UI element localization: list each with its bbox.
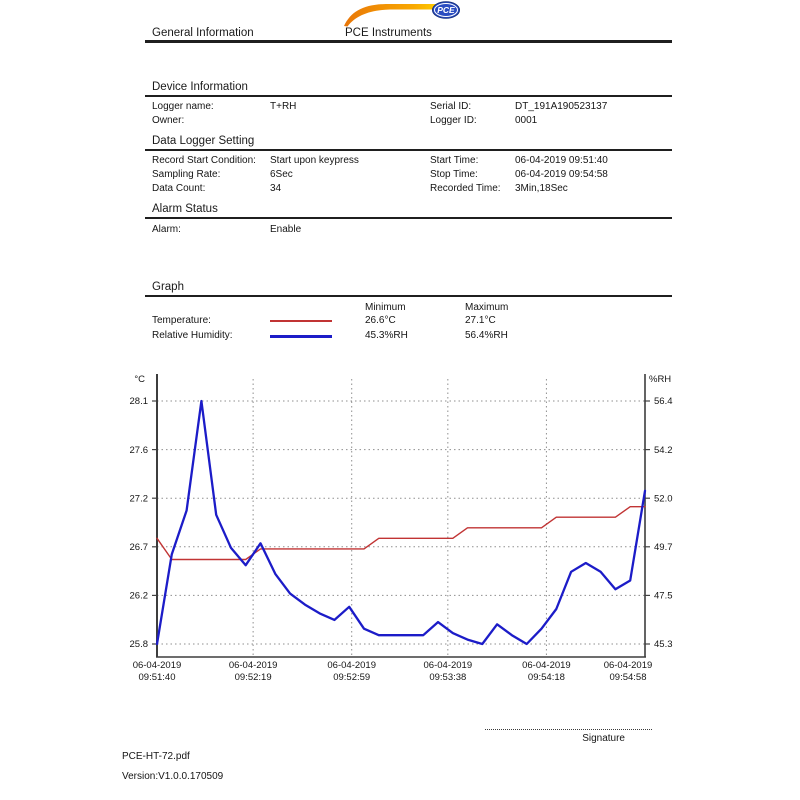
table-row xyxy=(145,101,672,115)
humidity-legend-line xyxy=(270,335,332,338)
field-label: Logger name: xyxy=(152,101,214,112)
right-axis-unit: %RH xyxy=(649,374,672,385)
table-row xyxy=(145,169,672,183)
left-axis-unit: °C xyxy=(134,374,145,385)
left-axis-tick-label: 27.6 xyxy=(129,444,148,456)
legend-max-header: Maximum xyxy=(465,302,509,313)
legend-row-temperature xyxy=(145,315,672,330)
left-axis-tick-label: 28.1 xyxy=(129,396,148,408)
legend-min-value: 45.3%RH xyxy=(365,330,408,341)
logo-text: PCE xyxy=(437,5,455,16)
file-name: PCE-HT-72.pdf xyxy=(122,751,190,762)
field-value: Enable xyxy=(270,224,302,235)
temperature-humidity-chart xyxy=(100,365,700,695)
field-value: Start upon keypress xyxy=(270,155,359,166)
x-axis-tick-label: 06-04-2019 09:52:59 xyxy=(327,660,377,683)
field-label: Start Time: xyxy=(430,155,479,166)
x-axis-tick-label: 06-04-2019 09:54:18 xyxy=(522,660,571,683)
right-axis-tick-label: 49.7 xyxy=(654,542,673,553)
right-axis-tick-label: 56.4 xyxy=(654,396,673,408)
left-axis-tick-label: 27.2 xyxy=(129,493,148,505)
page-title: General Information xyxy=(152,27,254,39)
field-value: 06-04-2019 09:54:58 xyxy=(515,169,608,180)
table-row xyxy=(145,183,672,197)
temperature-line xyxy=(157,507,645,560)
section-rule xyxy=(145,217,672,219)
device-information-table xyxy=(145,101,672,129)
signature-line xyxy=(485,729,652,730)
section-title-data-logger-setting: Data Logger Setting xyxy=(152,135,255,147)
graph-legend xyxy=(145,302,672,345)
field-label: Logger ID: xyxy=(430,115,477,126)
legend-header-row xyxy=(145,302,672,315)
left-axis-tick-label: 26.2 xyxy=(129,590,148,602)
field-label: Record Start Condition: xyxy=(152,155,256,166)
right-axis-tick-label: 45.3 xyxy=(654,639,673,651)
humidity-line xyxy=(157,401,645,644)
x-axis-tick-label: 06-04-2019 09:51:40 xyxy=(132,660,182,683)
x-axis-tick-label: 06-04-2019 09:52:19 xyxy=(228,660,278,683)
field-value: 6Sec xyxy=(270,169,293,180)
field-value: 0001 xyxy=(515,115,538,126)
left-axis-tick-label: 25.8 xyxy=(129,639,148,651)
field-label: Sampling Rate: xyxy=(152,169,221,180)
brand-name: PCE Instruments xyxy=(345,27,432,39)
section-title-alarm-status: Alarm Status xyxy=(152,203,218,215)
field-label: Owner: xyxy=(152,115,185,126)
legend-label: Relative Humidity: xyxy=(152,330,233,341)
field-value: DT_191A190523137 xyxy=(515,101,608,112)
field-value: 06-04-2019 09:51:40 xyxy=(515,155,608,166)
version-text: Version:V1.0.0.170509 xyxy=(122,771,224,782)
right-axis-tick-label: 52.0 xyxy=(654,493,673,505)
field-value: 3Min,18Sec xyxy=(515,183,568,194)
field-label: Stop Time: xyxy=(430,169,478,180)
field-label: Data Count: xyxy=(152,183,206,194)
legend-max-value: 27.1°C xyxy=(465,315,496,326)
right-axis-tick-label: 47.5 xyxy=(654,590,673,602)
section-rule xyxy=(145,95,672,97)
left-axis-tick-label: 26.7 xyxy=(129,542,148,553)
field-label: Recorded Time: xyxy=(430,183,501,194)
section-title-device-information: Device Information xyxy=(152,81,248,93)
field-value: 34 xyxy=(270,183,282,194)
x-axis-tick-label: 06-04-2019 09:53:38 xyxy=(423,660,473,683)
table-row xyxy=(145,155,672,169)
section-title-graph: Graph xyxy=(152,281,184,293)
right-axis-tick-label: 54.2 xyxy=(654,444,673,456)
data-logger-setting-table xyxy=(145,155,672,197)
alarm-status-table xyxy=(145,224,672,238)
pce-logo xyxy=(338,1,468,27)
section-rule xyxy=(145,295,672,297)
logo-swoosh xyxy=(344,4,443,27)
legend-max-value: 56.4%RH xyxy=(465,330,508,341)
temperature-legend-line xyxy=(270,320,332,322)
header-rule xyxy=(145,40,672,43)
legend-min-header: Minimum xyxy=(365,302,406,313)
legend-min-value: 26.6°C xyxy=(365,315,396,326)
signature-label: Signature xyxy=(582,733,625,744)
graph-svg xyxy=(100,365,700,695)
field-value: T+RH xyxy=(270,101,297,112)
section-rule xyxy=(145,149,672,151)
x-axis-tick-label: 06-04-2019 09:54:58 xyxy=(603,660,653,683)
legend-row-humidity xyxy=(145,330,672,345)
field-label: Alarm: xyxy=(152,224,181,235)
table-row xyxy=(145,115,672,129)
legend-label: Temperature: xyxy=(152,315,211,326)
table-row xyxy=(145,224,672,238)
field-label: Serial ID: xyxy=(430,101,472,112)
